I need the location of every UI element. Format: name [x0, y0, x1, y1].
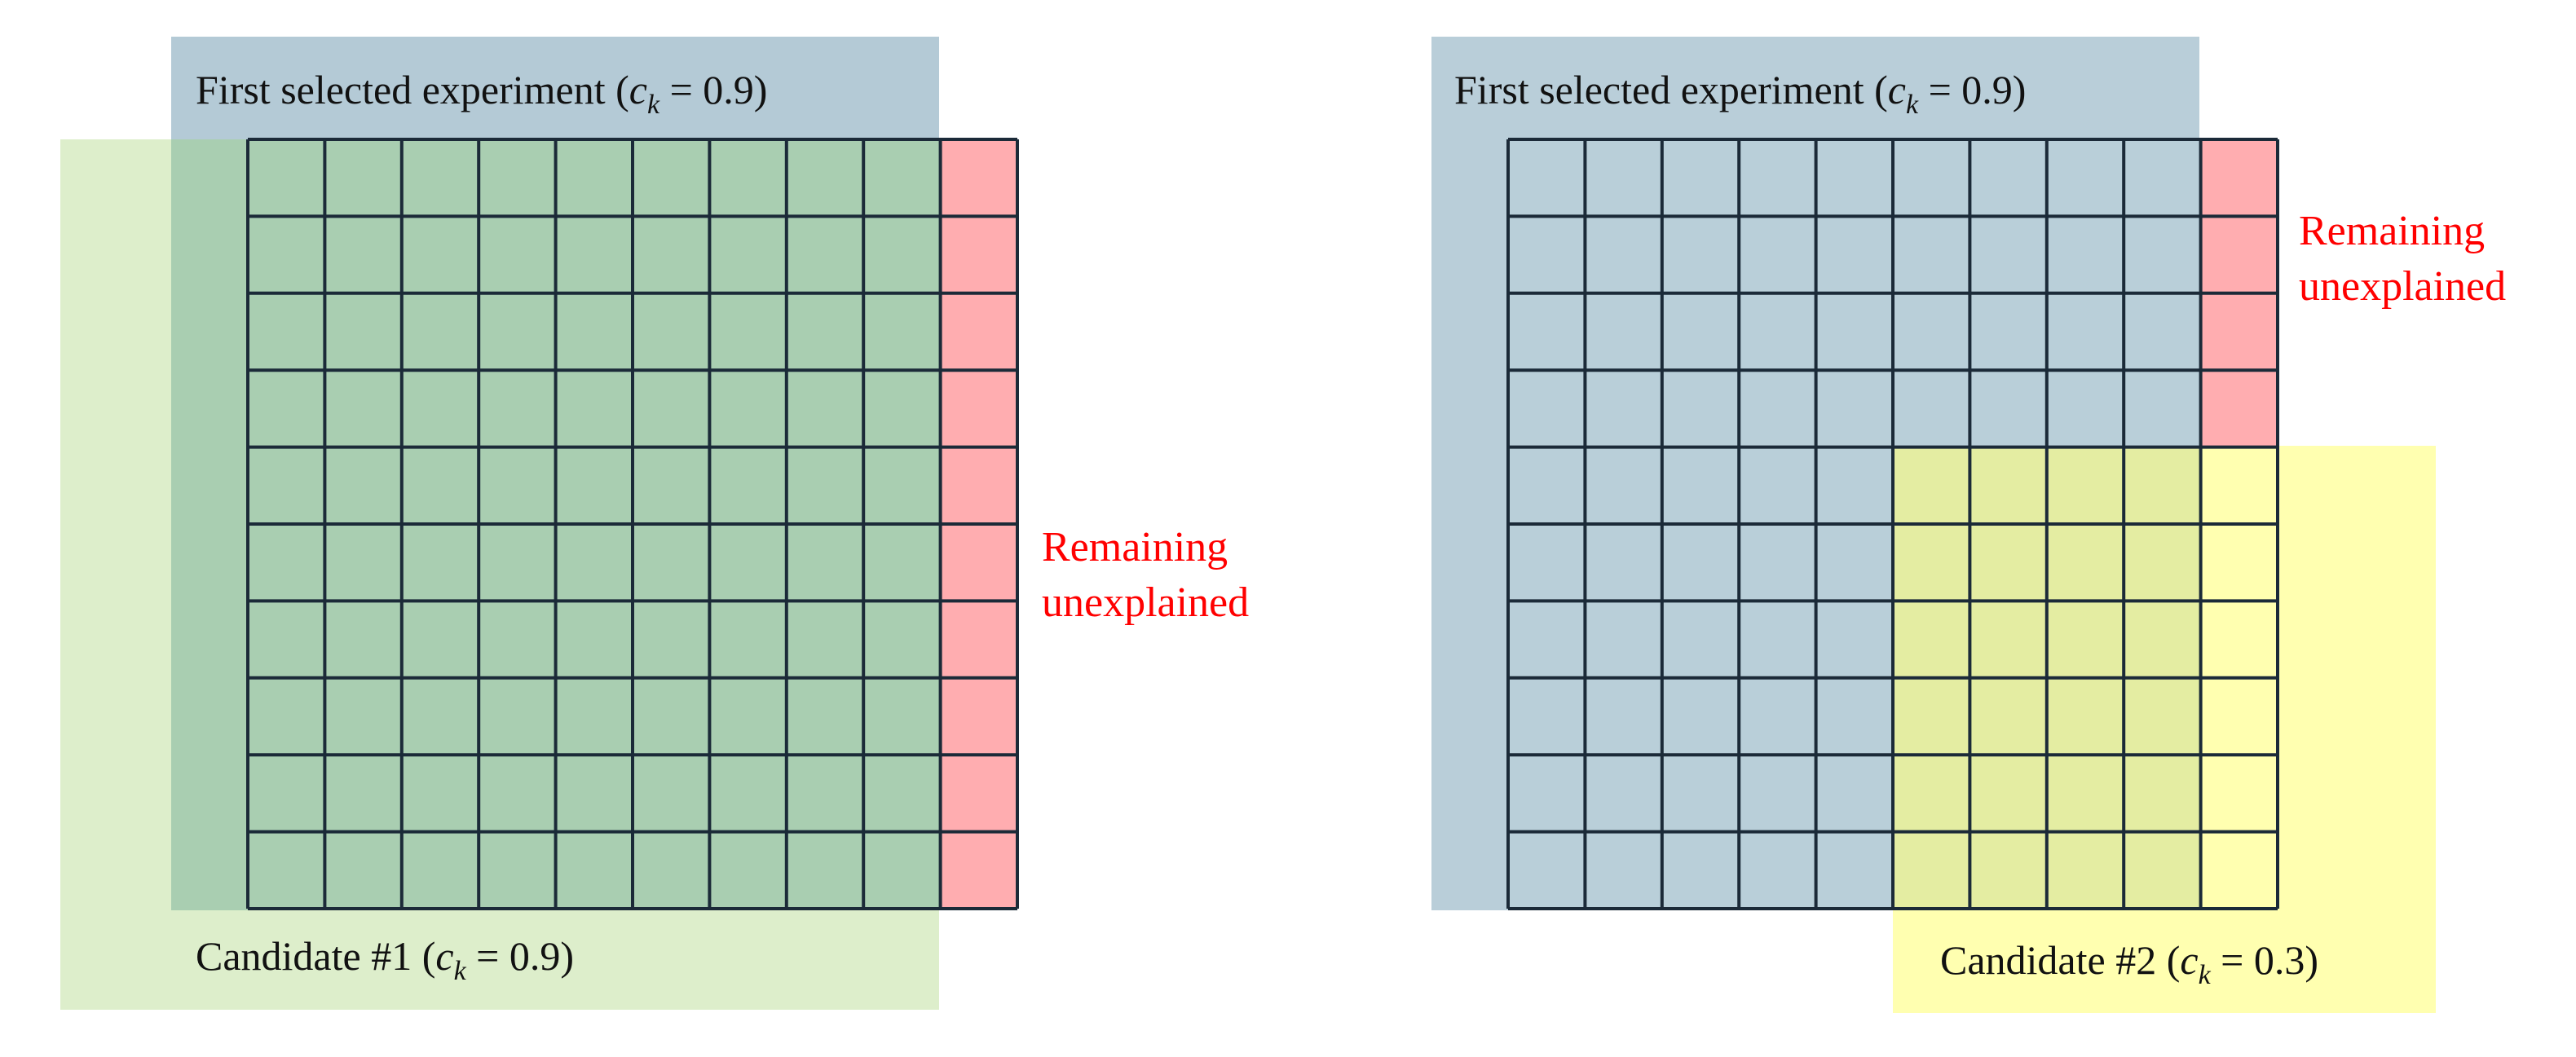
candidate-label-right: Candidate #2 $(c_k = 0.3)$ — [1940, 937, 2319, 990]
experiment-label-right: First selected experiment $(c_k = 0.9)$ — [1454, 67, 2027, 120]
candidate2-region — [1893, 446, 2436, 1013]
remaining-label-right-line1: Remaining — [2299, 208, 2486, 254]
left-panel — [60, 37, 1249, 1010]
remaining-label-left — [1042, 524, 1249, 626]
remaining-label-right-line2: unexplained — [2299, 263, 2507, 310]
remaining-label-right — [2299, 208, 2506, 310]
candidate-label-left: Candidate #1 $(c_k = 0.9)$ — [196, 933, 575, 986]
remaining-label-left-line1: Remaining — [1042, 524, 1228, 570]
right-panel — [1431, 37, 2506, 1013]
experiment-label-left: First selected experiment $(c_k = 0.9)$ — [196, 67, 768, 120]
remaining-label-left-line2: unexplained — [1042, 579, 1250, 626]
